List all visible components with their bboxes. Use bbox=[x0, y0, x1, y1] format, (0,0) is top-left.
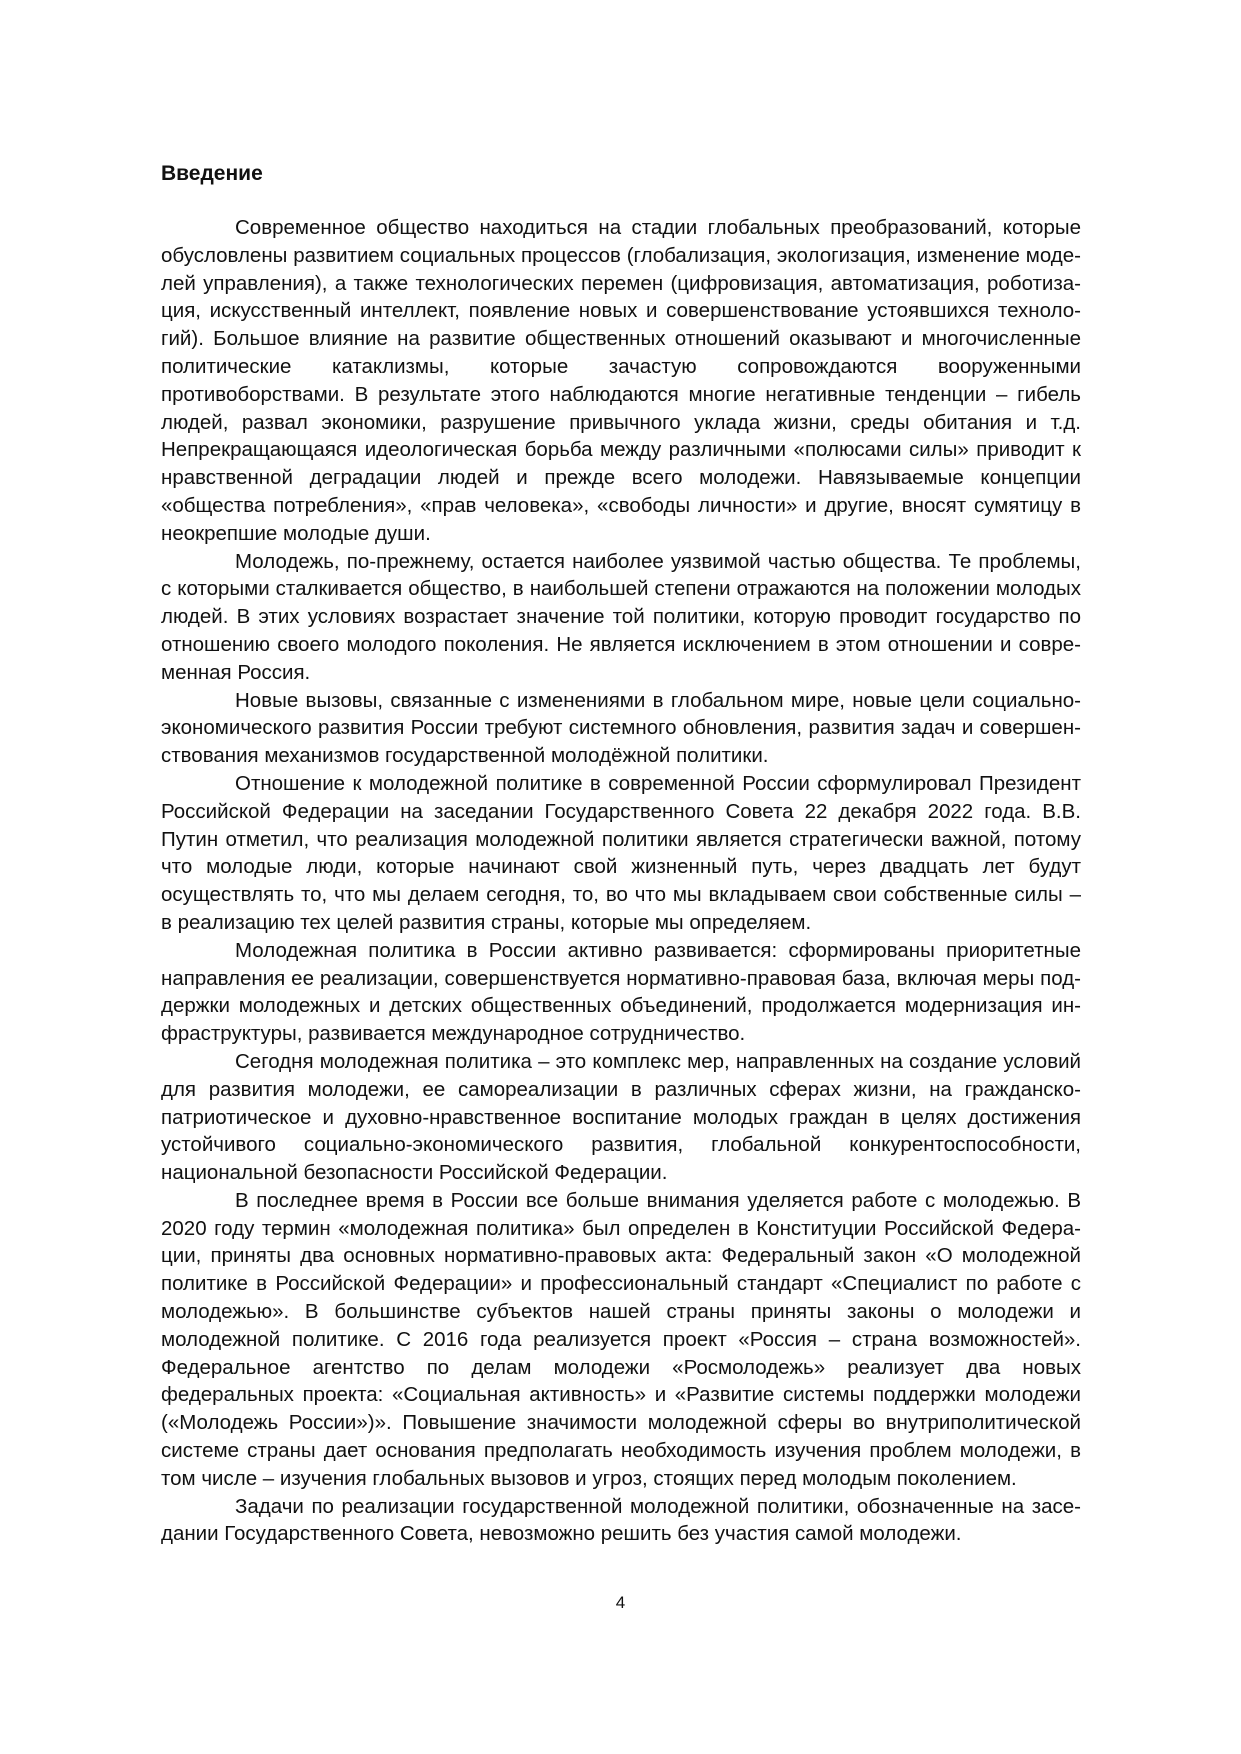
section-heading: Введение bbox=[161, 162, 263, 185]
paragraph-2: Молодежь, по-прежнему, остается наиболее уязвимой частью общества. Те проблемы, с которыми сталкивается общество, в наибольшей степени отражаются на положении молодых людей. В этих условиях возрастает значение той политики, которую проводит государство по отношению своего молодого поколения. Не является исключением в этом отношении и современная Россия. bbox=[161, 549, 1081, 684]
paragraph-1: Современное общество находиться на стадии глобальных преобразований, которые обусловлены развитием социальных процессов (глобализация, экологизация, изменение моделей управления), а также технологических перемен (цифровизация, автоматизация, роботизация, искусственный интеллект, появление новых и совершенствование устоявшихся технологий). Большое влияние на развитие общественных отношений оказывают и многочисленные политические катаклизмы, которые зачастую сопровождаются вооруженными противоборствами. В результате этого наблюдаются многие негативные тенденции – гибель людей, развал экономики, разрушение привычного уклада жизни, среды обитания и т.д. Непрекращающаяся идеологическая борьба между различными «полюсами силы» приводит к нравственной деградации людей и прежде всего молодежи. Навязываемые концепции «общества потребления», «прав человека», «свободы личности» и другие, вносят сумятицу в неокрепшие молодые души. bbox=[161, 216, 1081, 545]
paragraph-4: Отношение к молодежной политике в современной России сформулировал Президент Российской Федерации на заседании Государственного Совета 22 декабря 2022 года. В.В. Путин отметил, что реализация молодежной политики является стратегически важной, потому что молодые люди, которые начинают свой жизненный путь, через двадцать лет будут осуществлять то, что мы делаем сегодня, то, во что мы вкладываем свои собственные силы – в реализацию тех целей развития страны, которые мы определяем. bbox=[161, 771, 1081, 934]
paragraph-6: Сегодня молодежная политика – это комплекс мер, направленных на создание условий для развития молодежи, ее самореализации в различных сферах жизни, на гражданско-патриотическое и духовно-нравственное воспитание молодых граждан в целях достижения устойчивого социально-экономического развития, глобальной конкурентоспособности, национальной безопасности Российской Федерации. bbox=[161, 1049, 1081, 1185]
page-content bbox=[161, 158, 1081, 1548]
paragraph-7: В последнее время в России все больше внимания уделяется работе с молодежью. В 2020 году термин «молодежная политика» был определен в Конституции Российской Федерации, приняты два основных нормативно-правовых акта: Федеральный закон «О молодежной политике в Российской Федерации» и профессиональный стандарт «Специалист по работе с молодежью». В большинстве субъектов нашей страны приняты законы о молодежи и молодежной политике. С 2016 года реализуется проект «Россия – страна возможностей». Федеральное агентство по делам молодежи «Росмолодежь» реализует два новых федеральных проекта: «Социальная активность» и «Развитие системы поддержки молодежи («Молодежь России»)». Повышение значимости молодежной сферы во внутриполитической системе страны дает основания предполагать необходимость изучения проблем молодежи, в том числе – изучения глобальных вызовов и угроз, стоящих перед молодым поколением. bbox=[161, 1188, 1081, 1490]
paragraph-8: Задачи по реализации государственной молодежной политики, обозначенные на заседании Государственного Совета, невозможно решить без участия самой молодежи. bbox=[161, 1494, 1081, 1546]
page-number: 4 bbox=[615, 1593, 626, 1612]
paragraph-3: Новые вызовы, связанные с изменениями в глобальном мире, новые цели социально-экономического развития России требуют системного обновления, развития задач и совершенствования механизмов государственной молодёжной политики. bbox=[161, 688, 1081, 768]
paragraph-5: Молодежная политика в России активно развивается: сформированы приоритетные направления ее реализации, совершенствуется нормативно-правовая база, включая меры поддержки молодежных и детских общественных объединений, продолжается модернизация инфраструктуры, развивается международное сотрудничество. bbox=[161, 938, 1081, 1046]
